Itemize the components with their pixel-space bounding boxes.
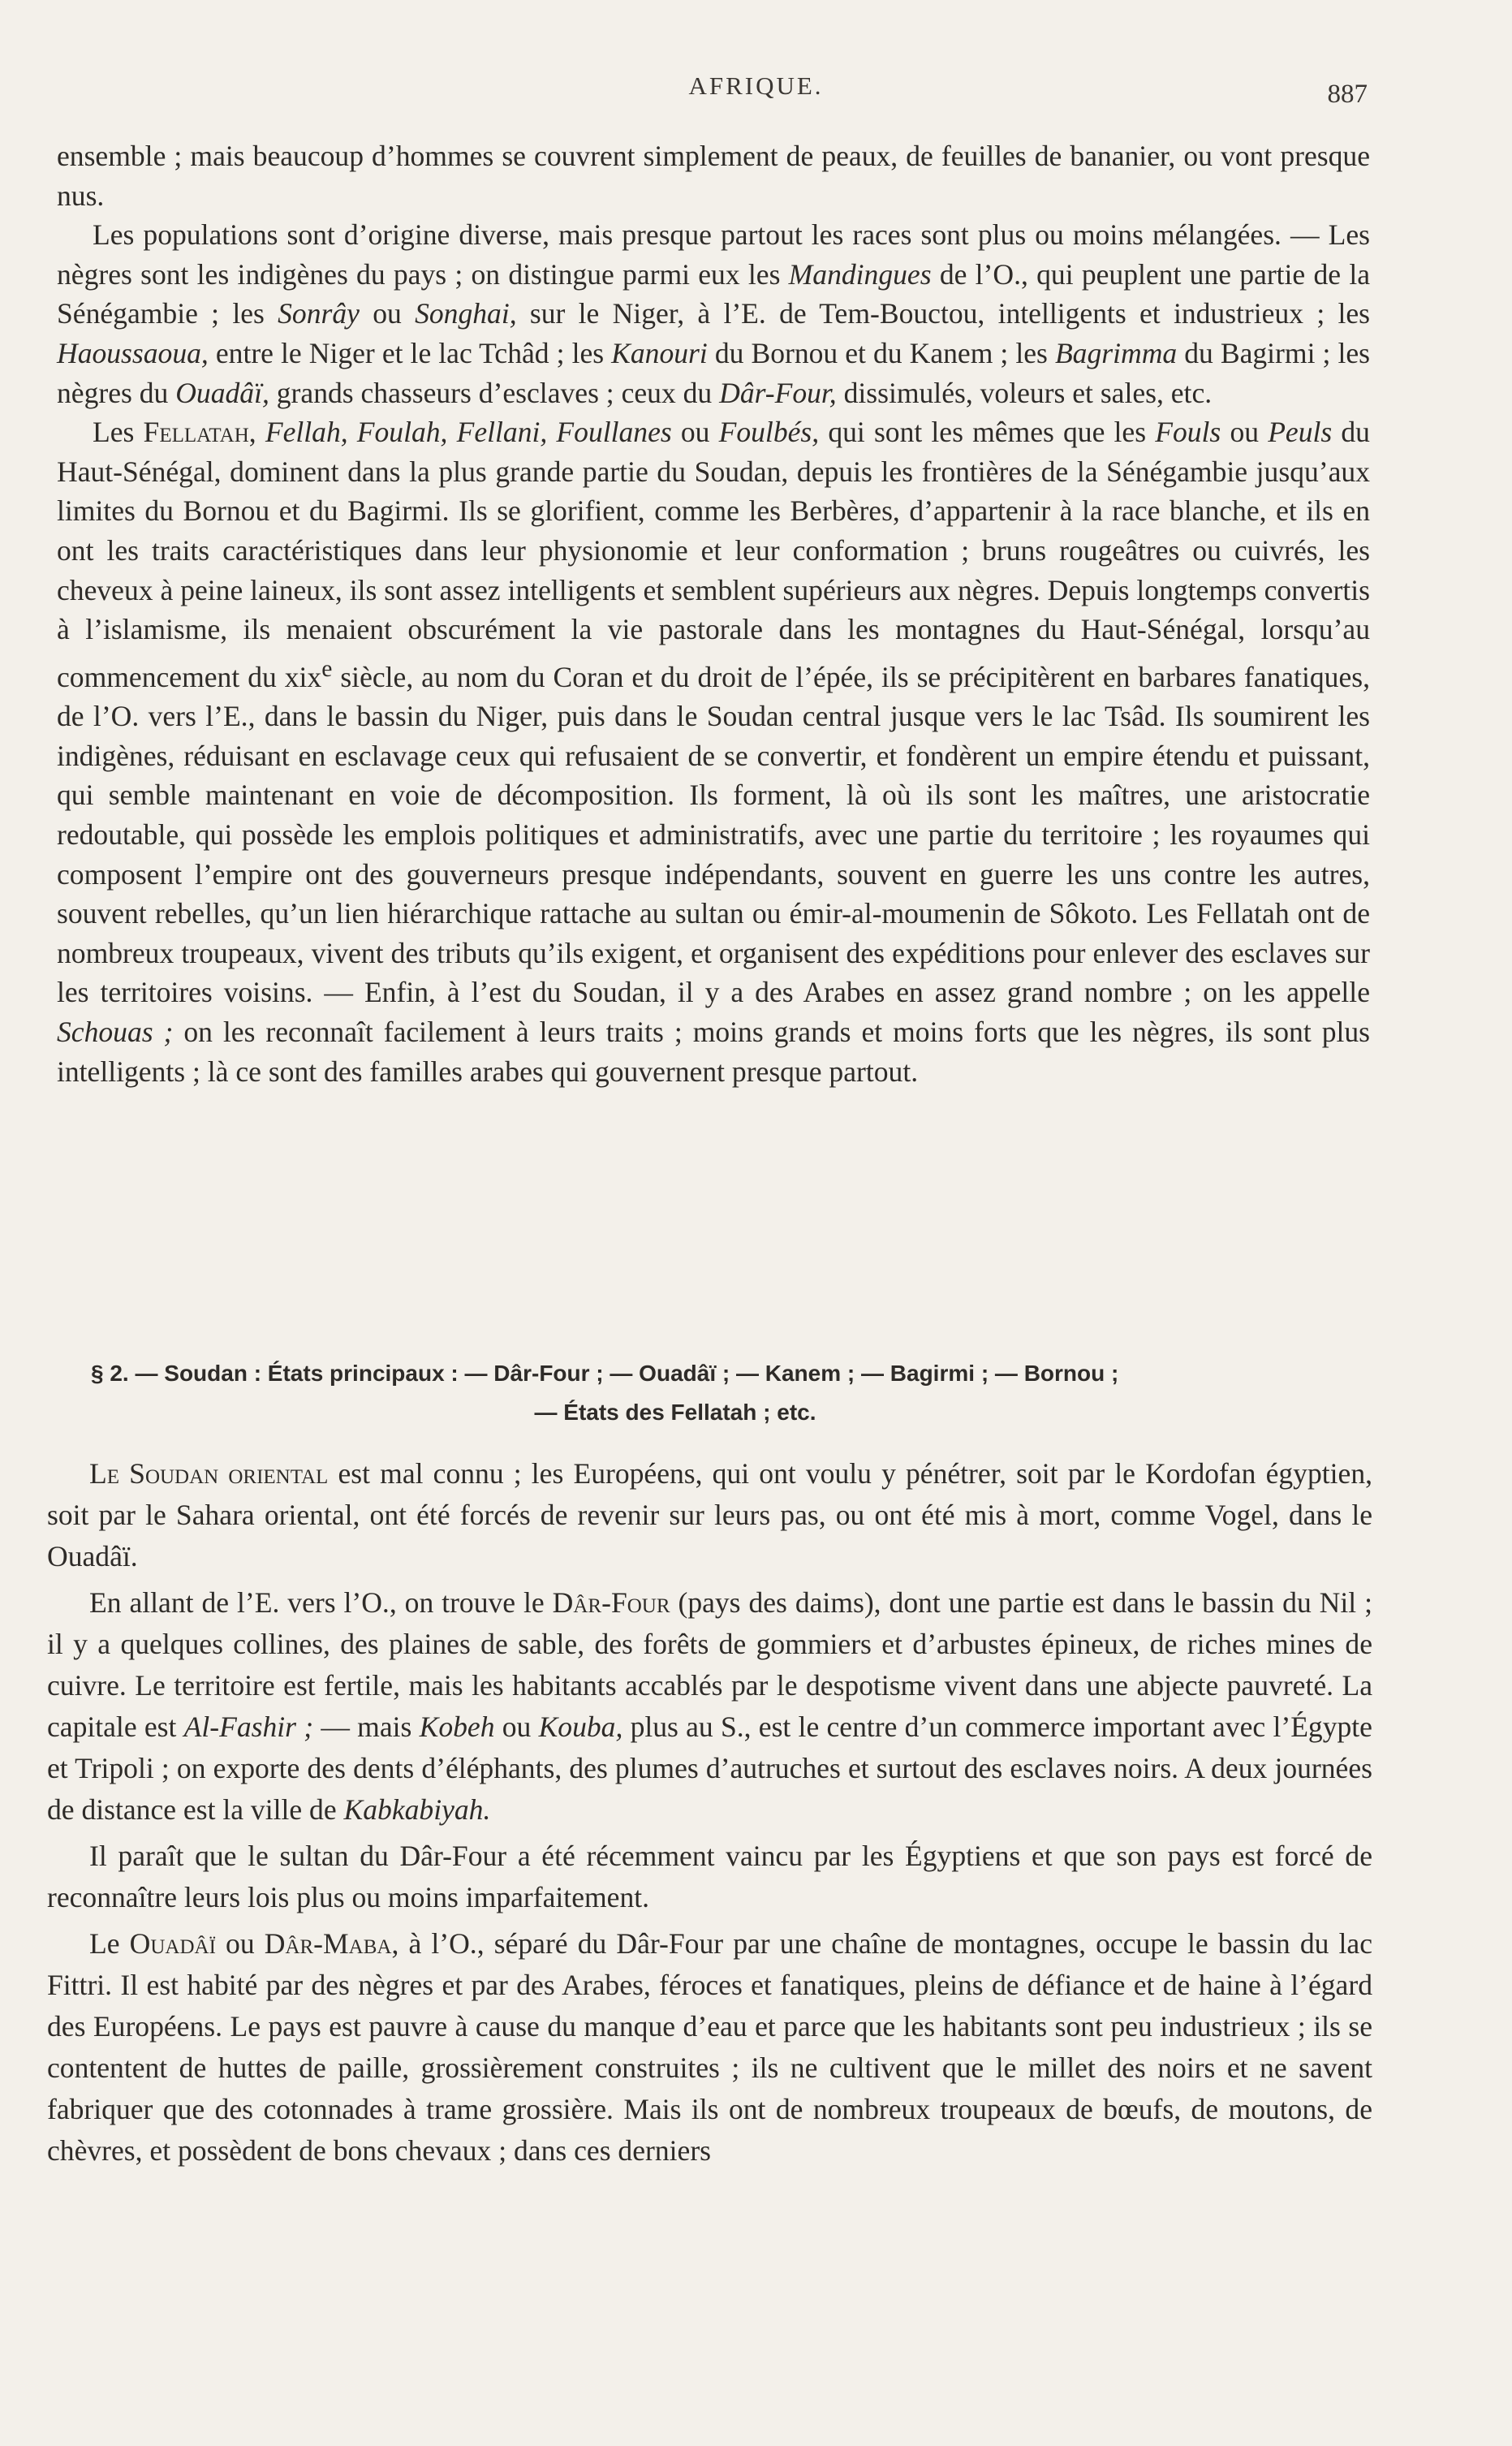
section-paragraph-3: Il paraît que le sultan du Dâr-Four a été récemment vaincu par les Égyptiens et que son pays est forcé de reconnaître leurs lois plus ou moins imparfaitement.: [47, 1840, 1372, 1913]
main-text: [57, 136, 1370, 1091]
section-heading-line-1: § 2. — Soudan : États principaux : — Dâr-Four ; — Ouadâï ; — Kanem ; — Bagirmi ; — Bornou ;: [91, 1361, 1119, 1386]
paragraph-2: Les populations sont d’origine diverse, mais presque partout les races sont plus ou moins mélangées. — Les nègres sont les indigènes du pays ; on distingue parmi eux les Mandingues de l’O., qui peuplent une partie de la Sénégambie ; les Sonrây ou Songhai, sur le Niger, à l’E. de Tem-Bouctou, intelligents et industrieux ; les Haoussaoua, entre le Niger et le lac Tchâd ; les Kanouri du Bornou et du Kanem ; les Bagrimma du Bagirmi ; les nègres du Ouadâï, grands chasseurs d’esclaves ; ceux du Dâr-Four, dissimulés, voleurs et sales, etc.: [57, 218, 1371, 409]
page-number: 887: [1327, 80, 1368, 109]
running-title: AFRIQUE.: [688, 71, 824, 100]
section-paragraph-4: Le Ouadâï ou Dâr-Maba, à l’O., séparé du Dâr-Four par une chaîne de montagnes, occupe le bassin du lac Fittri. Il est habité par des nègres et par des Arabes, féroces et fanatiques, pleins de défiance et de haine à l’égard des Européens. Le pays est pauvre à cause du manque d’eau et parce que les habitants sont peu industrieux ; ils se contentent de huttes de paille, grossièrement construites ; ils ne cultivent que le millet des noirs et ne savent fabriquer que des cotonnades à trame grossière. Mais ils ont de nombreux troupeaux de bœufs, de moutons, de chèvres, et possèdent de bons chevaux ; dans ces derniers: [47, 1927, 1373, 2167]
section-heading-line-2: — États des Fellatah ; etc.: [534, 1400, 816, 1425]
paragraph-1: ensemble ; mais beaucoup d’hommes se couvrent simplement de peaux, de feuilles de bananier, ou vont presque nus.: [57, 140, 1370, 212]
section-paragraph-2: En allant de l’E. vers l’O., on trouve le Dâr-Four (pays des daims), dont une partie est dans le bassin du Nil ; il y a quelques collines, des plaines de sable, des forêts de gommiers et d’arbustes épineux, de riches mines de cuivre. Le territoire est fertile, mais les habitants accablés par le despotisme vivent dans une abjecte pauvreté. La capitale est Al-Fashir ; — mais Kobeh ou Kouba, plus au S., est le centre d’un commerce important avec l’Égypte et Tripoli ; on exporte des dents d’éléphants, des plumes d’autruches et surtout des esclaves noirs. A deux journées de distance est la ville de Kabkabiyah.: [47, 1586, 1372, 1826]
section-heading: [91, 1354, 1373, 1432]
section-text: [47, 1453, 1372, 2176]
section-paragraph-1: Le Soudan oriental est mal connu ; les Européens, qui ont voulu y pénétrer, soit par le Kordofan égyptien, soit par le Sahara oriental, ont été forcés de revenir sur leurs pas, ou ont été mis à mort, comme Vogel, dans le Ouadâï.: [47, 1457, 1373, 1572]
paragraph-3: Les Fellatah, Fellah, Foulah, Fellani, Foullanes ou Foulbés, qui sont les mêmes que les Fouls ou Peuls du Haut-Sénégal, dominent dans la plus grande partie du Soudan, depuis les frontières de la Sénégambie jusqu’aux limites du Bornou et du Bagirmi. Ils se glorifient, comme les Berbères, d’appartenir à la race blanche, et ils en ont les traits caractéristiques dans leur physionomie et leur conformation ; bruns rougeâtres ou cuivrés, les cheveux à peine laineux, ils sont assez intelligents et semblent supérieurs aux nègres. Depuis longtemps convertis à l’islamisme, ils menaient obscurément la vie pastorale dans les montagnes du Haut-Sénégal, lorsqu’au commencement du xix$^e$ siècle, au nom du Coran et du droit de l’épée, ils se précipitèrent en barbares fanatiques, de l’O. vers l’E., dans le bassin du Niger, puis dans le Soudan central jusque vers le lac Tsâd. Ils soumirent les indigènes, réduisant en esclavage ceux qui refusaient de se convertir, et fondèrent un empire étendu et puissant, qui semble maintenant en voie de décomposition. Ils forment, là où ils sont les maîtres, une aristocratie redoutable, qui possède les emplois politiques et administratifs, avec une partie du territoire ; les royaumes qui composent l’empire ont des gouverneurs presque indépendants, souvent en guerre les uns contre les autres, souvent rebelles, qu’un lien hiérarchique rattache au sultan ou émir-al-moumenin de Sôkoto. Les Fellatah ont de nombreux troupeaux, vivent des tributs qu’ils exigent, et organisent des expéditions pour enlever des esclaves sur les territoires voisins. — Enfin, à l’est du Soudan, il y a des Arabes en assez grand nombre ; on les appelle Schouas ; on les reconnaît facilement à leurs traits ; moins grands et moins forts que les nègres, ils sont plus intelligents ; là ce sont des familles arabes qui gouvernent presque partout.: [57, 416, 1370, 1088]
page-header: [0, 0, 1512, 122]
